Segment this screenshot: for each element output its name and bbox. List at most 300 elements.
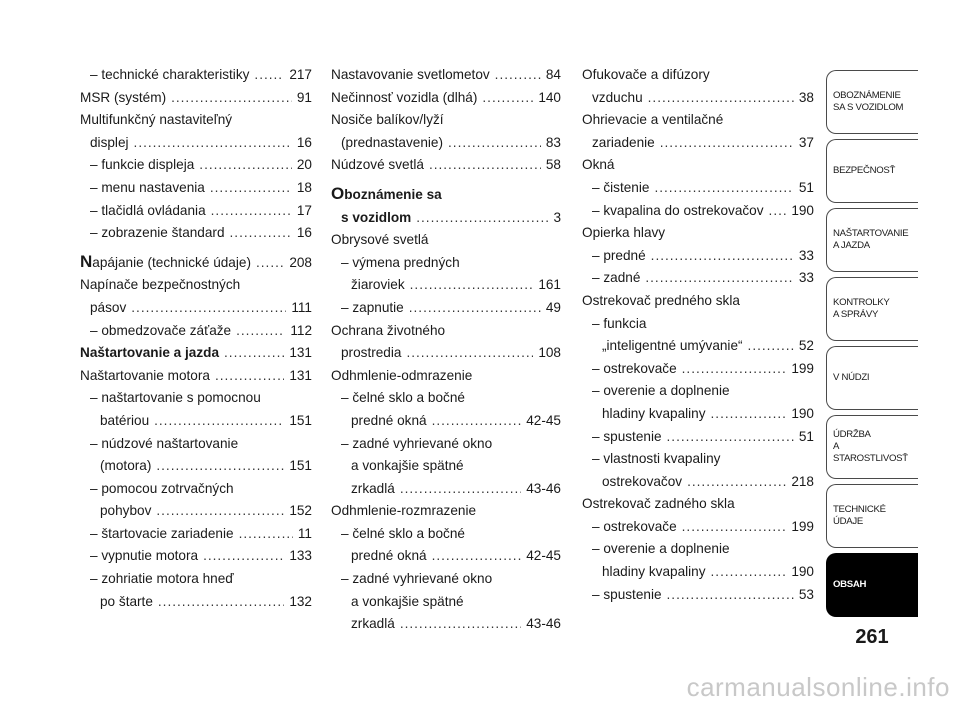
dot-leader (400, 613, 521, 636)
entry-text: – spustenie (592, 586, 662, 602)
index-entry-line (582, 584, 814, 607)
index-entry (582, 448, 814, 493)
drop-letter: O (331, 183, 345, 203)
entry-text: – tlačidlá ovládania (90, 202, 206, 218)
index-entry-heading (582, 109, 814, 132)
entry-text: – overenie a doplnenie (592, 541, 730, 557)
entry-text: Odhmlenie-odmrazenie (331, 367, 473, 383)
index-entry-line (582, 132, 814, 155)
index-entry (80, 109, 312, 154)
index-entry (582, 380, 814, 425)
index-entry-line (331, 478, 561, 501)
dot-leader (199, 154, 292, 177)
chapter-tab-line: NAŠTARTOVANIE (833, 228, 909, 239)
entry-text: – naštartovanie s pomocnou (90, 390, 261, 406)
entry-text: – zohriatie motora hneď (90, 571, 234, 587)
index-entry (331, 154, 561, 177)
page-ref: 84 (545, 67, 561, 82)
page-ref: 43-46 (526, 616, 561, 632)
index-entry (80, 320, 312, 343)
page-ref: 42-45 (526, 412, 561, 428)
dot-leader (406, 342, 533, 365)
index-entry-line (80, 132, 312, 155)
page-ref: 20 (296, 157, 312, 173)
index-entry (80, 274, 312, 319)
entry-text: predné okná (351, 412, 427, 428)
entry-text: – pomocou zotrvačných (90, 480, 234, 496)
chapter-tab-line: A SPRÁVY (833, 309, 879, 320)
entry-text: zrkadlá (351, 616, 395, 632)
page-ref: 33 (798, 247, 814, 263)
entry-text: ostrekovačov (602, 473, 683, 489)
dot-leader (687, 471, 786, 494)
chapter-tab-line: A JAZDA (833, 240, 870, 251)
chapter-tab-line: V NÚDZI (833, 372, 870, 383)
index-entry (80, 200, 312, 223)
index-entry (80, 251, 312, 275)
chapter-tab[interactable] (826, 415, 918, 479)
entry-text: Nečinnosť vozidla (dlhá) (331, 89, 478, 105)
dot-leader (171, 87, 292, 110)
dot-leader (682, 358, 787, 381)
page-ref: 217 (289, 67, 312, 82)
index-column-3 (582, 64, 814, 606)
entry-text: s vozidlom (341, 209, 412, 225)
entry-text: batériou (100, 412, 150, 428)
index-entry (331, 320, 561, 365)
index-entry (331, 183, 561, 229)
chapter-tab-label (833, 228, 908, 252)
index-entry-line (331, 365, 561, 388)
index-entry (331, 252, 561, 297)
page-ref: 51 (798, 179, 814, 195)
index-entry-line (582, 267, 814, 290)
index-entry-line (582, 358, 814, 381)
entry-text: – menu nastavenia (90, 179, 205, 195)
index-entry-line (331, 545, 561, 568)
entry-text: Odhmlenie-rozmrazenie (331, 503, 477, 519)
entry-text: Oboznámenie sa (331, 183, 442, 203)
chapter-tab-line: OBSAH (833, 579, 867, 590)
entry-text: Naštartovanie a jazda (80, 345, 220, 361)
entry-text: – obmedzovače záťaže (90, 322, 232, 338)
index-entry-line (80, 365, 312, 388)
index-entry-line (80, 87, 312, 110)
index-entry-heading (582, 538, 814, 561)
index-entry (80, 523, 312, 546)
entry-text: Napínače bezpečnostných (80, 277, 241, 293)
entry-text: – funkcie displeja (90, 157, 195, 173)
entry-text: – štartovacie zariadenie (90, 525, 234, 541)
dot-leader (654, 177, 793, 200)
index-entry-line (80, 523, 312, 546)
index-entry (582, 200, 814, 223)
chapter-tab-label (833, 297, 889, 321)
entry-text: pohybov (100, 503, 152, 519)
entry-text: – zadné vyhrievané okno (341, 571, 493, 587)
page-ref: 53 (798, 586, 814, 602)
index-entry (582, 358, 814, 381)
index-entry (80, 64, 312, 87)
dot-leader (154, 410, 284, 433)
entry-text: pásov (90, 299, 127, 315)
dot-leader (682, 516, 787, 539)
chapter-tab-label (833, 504, 886, 528)
index-entry-line (331, 229, 561, 252)
dot-leader (211, 200, 292, 223)
entry-text: a vonkajšie spätné (351, 593, 464, 609)
index-entry-line (331, 132, 561, 155)
page-ref: 199 (791, 360, 814, 376)
index-entry (80, 87, 312, 110)
entry-text: – zadné (592, 270, 641, 286)
page-ref: 42-45 (526, 548, 561, 564)
dot-leader (429, 154, 541, 177)
dot-leader (156, 500, 284, 523)
entry-text: Napájanie (technické údaje) (80, 251, 251, 271)
page-ref: 58 (545, 157, 561, 173)
page-ref: 190 (791, 405, 814, 421)
entry-text: – čistenie (592, 179, 650, 195)
page-ref: 131 (289, 367, 312, 383)
entry-text: Naštartovanie motora (80, 367, 210, 383)
chapter-tab[interactable] (826, 70, 918, 134)
index-entry-heading (331, 523, 561, 546)
index-column-2 (331, 64, 561, 636)
dot-leader (156, 455, 284, 478)
entry-text: – čelné sklo a bočné (341, 525, 465, 541)
entry-text: – predné (592, 247, 646, 263)
index-entry-line (331, 154, 561, 177)
index-entry-line (331, 613, 561, 636)
entry-text: predné okná (351, 548, 427, 564)
page-ref: 208 (289, 254, 312, 270)
index-entry (582, 584, 814, 607)
dot-leader (667, 426, 794, 449)
entry-text: – spustenie (592, 428, 662, 444)
index-entry (331, 387, 561, 432)
index-entry (80, 568, 312, 613)
dot-leader (432, 410, 522, 433)
index-entry (331, 433, 561, 501)
entry-text: Ofukovače a difúzory (582, 67, 710, 82)
dot-leader (769, 200, 787, 223)
entry-text: Obrysové svetlá (331, 232, 429, 248)
page-ref: 133 (289, 548, 312, 564)
page-ref: 91 (296, 89, 312, 105)
index-entry-heading (80, 568, 312, 591)
entry-text: vzduchu (592, 89, 643, 105)
entry-text: Opierka hlavy (582, 225, 666, 241)
index-entry-line (80, 222, 312, 245)
chapter-tab-label (833, 579, 866, 591)
page-ref: 199 (791, 518, 814, 534)
chapter-tab[interactable] (826, 346, 918, 410)
entry-text: Multifunkčný nastaviteľný (80, 112, 233, 128)
index-entry-line (582, 493, 814, 516)
index-entry (331, 568, 561, 636)
page-ref: 218 (791, 473, 814, 489)
chapter-tab-line: SA S VOZIDLOM (833, 102, 904, 113)
index-entry-line (331, 342, 561, 365)
entry-text: hladiny kvapaliny (602, 405, 706, 421)
dot-leader (645, 267, 794, 290)
chapter-tab-label (833, 372, 869, 384)
page-ref: 51 (798, 428, 814, 444)
chapter-tab[interactable] (826, 553, 918, 617)
index-entry-line (331, 274, 561, 297)
page-ref: 161 (538, 277, 561, 293)
page-ref: 111 (291, 299, 312, 315)
entry-text: – čelné sklo a bočné (341, 390, 465, 406)
dot-leader (448, 132, 541, 155)
index-entry-line (80, 177, 312, 200)
page-ref: 43-46 (526, 480, 561, 496)
index-entry (80, 387, 312, 432)
index-entry-heading (331, 455, 561, 478)
dot-leader (400, 478, 521, 501)
index-entry-heading (331, 320, 561, 343)
chapter-tab-label (833, 429, 914, 465)
dot-leader (210, 177, 292, 200)
index-entry-heading (80, 274, 312, 297)
chapter-tab-line: ÚDRŽBA (833, 429, 871, 440)
dot-leader (230, 222, 292, 245)
index-entry-line (331, 410, 561, 433)
page-ref: 37 (798, 134, 814, 150)
page-ref: 190 (791, 202, 814, 218)
dot-leader (134, 132, 292, 155)
entry-text: žiaroviek (351, 277, 405, 293)
dot-leader (648, 87, 794, 110)
index-entry-line (80, 64, 312, 87)
entry-text: zariadenie (592, 134, 655, 150)
index-entry-heading (331, 568, 561, 591)
dot-leader (410, 274, 534, 297)
dot-leader (409, 297, 541, 320)
index-entry (582, 267, 814, 290)
index-entry-heading (331, 252, 561, 275)
index-entry-line (582, 290, 814, 313)
page-ref: 152 (289, 503, 312, 519)
index-entry (582, 177, 814, 200)
entry-text: – vypnutie motora (90, 548, 199, 564)
index-entry-line (582, 516, 814, 539)
page-ref: 18 (296, 179, 312, 195)
index-entry (582, 64, 814, 109)
index-entry-heading (582, 380, 814, 403)
page-ref: 151 (289, 412, 312, 428)
index-entry-line (80, 455, 312, 478)
index-entry (582, 538, 814, 583)
index-entry (582, 290, 814, 313)
entry-text: – ostrekovače (592, 518, 677, 534)
index-entry (80, 154, 312, 177)
entry-text: – ostrekovače (592, 360, 677, 376)
dot-leader (158, 591, 284, 614)
index-entry-line (331, 87, 561, 110)
index-entry-heading (582, 448, 814, 471)
entry-text: po štarte (100, 593, 153, 609)
index-entry-line (80, 342, 312, 365)
page-ref: 16 (296, 134, 312, 150)
index-entry (582, 313, 814, 358)
page-ref: 11 (297, 525, 312, 541)
page-number: 261 (855, 626, 889, 648)
chapter-tab-line: OBOZNÁMENIE (833, 90, 901, 101)
dot-leader (748, 335, 794, 358)
dot-leader (667, 584, 794, 607)
entry-text: „inteligentné umývanie“ (602, 338, 743, 354)
entry-text: hladiny kvapaliny (602, 564, 706, 580)
chapter-tab-line: ÚDAJE (833, 516, 863, 527)
entry-text: Ochrana životného (331, 322, 446, 338)
index-entry-line (331, 297, 561, 320)
page-ref: 108 (538, 345, 561, 361)
index-entry (80, 478, 312, 523)
page-ref: 33 (798, 270, 814, 286)
index-entry (582, 154, 814, 177)
index-entry-line (582, 335, 814, 358)
page-ref: 38 (798, 89, 814, 105)
dot-leader (711, 561, 787, 584)
index-entry (331, 297, 561, 320)
entry-text: – zapnutie (341, 299, 404, 315)
page-ref: 16 (296, 225, 312, 241)
dot-leader (256, 252, 284, 275)
entry-text: Núdzové svetlá (331, 157, 424, 173)
index-entry-line (80, 154, 312, 177)
dot-leader (203, 545, 284, 568)
chapter-tab[interactable] (826, 139, 918, 203)
entry-text: – výmena predných (341, 254, 460, 270)
index-entry (582, 109, 814, 154)
dot-leader (215, 365, 284, 388)
page-ref: 83 (545, 134, 561, 150)
entry-text: – technické charakteristiky (90, 67, 250, 82)
index-entry-line (80, 591, 312, 614)
index-entry (582, 426, 814, 449)
entry-text: Ohrievacie a ventilačné (582, 112, 724, 128)
index-entry-line (331, 500, 561, 523)
index-entry-line (80, 297, 312, 320)
entry-text: – zadné vyhrievané okno (341, 435, 493, 451)
entry-text: (prednastavenie) (341, 134, 444, 150)
index-entry (331, 523, 561, 568)
dot-leader (416, 207, 548, 230)
entry-text: Ostrekovač predného skla (582, 292, 740, 308)
page-ref: 140 (538, 89, 561, 105)
index-entry-heading (331, 591, 561, 614)
index-entry (582, 245, 814, 268)
index-entry-line (80, 410, 312, 433)
index-entry-line (331, 207, 561, 230)
index-entry-line (582, 403, 814, 426)
index-entry (331, 64, 561, 87)
index-entry (582, 493, 814, 516)
page-ref: 190 (791, 564, 814, 580)
index-entry-line (80, 200, 312, 223)
index-entry-heading (80, 478, 312, 501)
chapter-tab-line: TECHNICKÉ (833, 504, 886, 515)
page-ref: 151 (289, 458, 312, 474)
drop-letter: N (80, 251, 93, 271)
index-entry-line (582, 154, 814, 177)
index-entry-heading (331, 183, 561, 207)
index-entry-line (582, 471, 814, 494)
page-ref: 49 (545, 299, 561, 315)
index-entry (331, 109, 561, 154)
dot-leader (236, 320, 285, 343)
chapter-tab-line: A STAROSTLIVOSŤ (833, 441, 908, 464)
page-ref: 52 (798, 338, 814, 354)
index-entry-line (582, 561, 814, 584)
index-entry-line (582, 87, 814, 110)
page-ref: 132 (289, 593, 312, 609)
chapter-tab[interactable] (826, 484, 918, 548)
index-entry-line (80, 500, 312, 523)
dot-leader (660, 132, 794, 155)
chapter-tab-line: KONTROLKY (833, 297, 890, 308)
index-entry-heading (80, 109, 312, 132)
entry-text: Nosiče balíkov/lyží (331, 112, 444, 128)
entry-text: – núdzové naštartovanie (90, 435, 239, 451)
entry-text: (motora) (100, 458, 152, 474)
entry-text: prostredia (341, 345, 402, 361)
dot-leader (432, 545, 522, 568)
entry-text: MSR (systém) (80, 89, 167, 105)
chapter-tab-line: BEZPEČNOSŤ (833, 165, 896, 176)
page-ref: 17 (296, 202, 312, 218)
index-entry-heading (80, 387, 312, 410)
dot-leader (131, 297, 286, 320)
dot-leader (495, 64, 541, 87)
dot-leader (224, 342, 284, 365)
index-entry-heading (331, 433, 561, 456)
page-ref: 112 (290, 322, 312, 338)
dot-leader (711, 403, 787, 426)
chapter-tab[interactable] (826, 277, 918, 341)
index-entry-line (582, 200, 814, 223)
page-ref: 131 (289, 345, 312, 361)
chapter-tab-label (833, 165, 895, 177)
index-entry (582, 222, 814, 245)
index-entry (582, 516, 814, 539)
index-entry-line (582, 177, 814, 200)
dot-leader (651, 245, 794, 268)
index-entry-line (582, 426, 814, 449)
entry-text: – funkcia (592, 315, 647, 331)
index-entry (80, 342, 312, 365)
index-entry (331, 365, 561, 388)
entry-text: – zobrazenie štandard (90, 225, 225, 241)
index-entry-line (582, 222, 814, 245)
index-column-1 (80, 64, 312, 613)
index-entry-heading (80, 433, 312, 456)
entry-text: Nastavovanie svetlometov (331, 67, 490, 82)
index-entry (80, 545, 312, 568)
entry-text: zrkadlá (351, 480, 395, 496)
index-entry-line (80, 251, 312, 275)
chapter-tab[interactable] (826, 208, 918, 272)
index-entry-heading (331, 387, 561, 410)
index-entry (80, 222, 312, 245)
index-entry (80, 433, 312, 478)
index-entry-line (331, 64, 561, 87)
dot-leader (254, 64, 284, 87)
index-entry-line (80, 545, 312, 568)
index-entry (331, 229, 561, 252)
